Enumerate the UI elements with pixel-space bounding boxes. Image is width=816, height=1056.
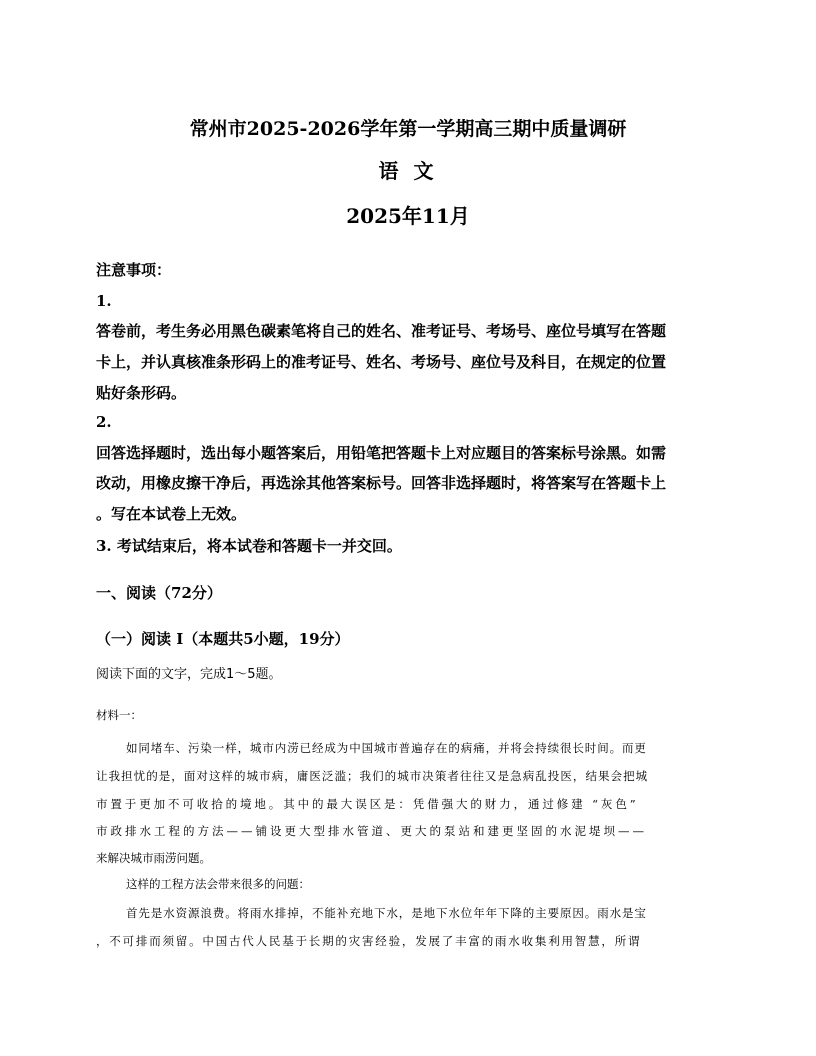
subsection-heading: （一）阅读 I（本题共5小题，19分） [96, 630, 350, 648]
material-line: 让我担忧的是，面对这样的城市病，庸医泛滥；我们的城市决策者往往又是急病乱投医，结果会把城 [96, 769, 649, 783]
subject-title: 语 文 [378, 159, 438, 183]
material-line: ，不可排而须留。中国古代人民基于长期的灾害经验，发展了丰富的雨水收集利用智慧，所谓 [96, 934, 642, 948]
section-heading: 一、阅读（72分） [96, 584, 222, 602]
notice-item-2-line: 回答选择题时，选出每小题答案后，用铅笔把答题卡上对应题目的答案标号涂黑。如需 [96, 444, 667, 462]
material-label: 材料一： [96, 708, 142, 722]
notice-item-3: 3. 考试结束后，将本试卷和答题卡一并交回。 [96, 537, 402, 555]
notice-item-2-line: 改动，用橡皮擦干净后，再选涂其他答案标号。回答非选择题时，将答案写在答题卡上 [96, 474, 667, 492]
notice-heading: 注意事项： [96, 261, 172, 279]
notice-item-2-line: 。写在本试卷上无效。 [96, 505, 247, 523]
material-line: 来解决城市雨涝问题。 [96, 851, 211, 865]
notice-item-2-number: 2. [96, 413, 112, 431]
material-line: 首先是水资源浪费。将雨水排掉，不能补充地下水，是地下水位年年下降的主要原因。雨水是宝 [126, 906, 647, 920]
notice-item-1-line: 贴好条形码。 [96, 384, 187, 402]
exam-date: 2025年11月 [346, 204, 470, 228]
notice-item-1-number: 1. [96, 292, 112, 310]
material-line: 如同堵车、污染一样，城市内涝已经成为中国城市普遍存在的病痛，并将会持续很长时间。而更 [126, 741, 647, 755]
reading-instruction: 阅读下面的文字，完成1～5题。 [96, 667, 282, 682]
material-line: 市政排水工程的方法——铺设更大型排水管道、更大的泵站和建更坚固的水泥堤坝—— [96, 824, 647, 838]
material-line: 这样的工程方法会带来很多的问题： [126, 877, 310, 891]
exam-title: 常州市2025-2026学年第一学期高三期中质量调研 [189, 118, 627, 140]
notice-item-1-line: 答卷前，考生务必用黑色碳素笔将自己的姓名、准考证号、考场号、座位号填写在答题 [96, 322, 667, 340]
material-line: 市置于更加不可收拾的境地。其中的最大误区是：凭借强大的财力，通过修建 “灰色” [96, 797, 639, 811]
notice-item-1-line: 卡上，并认真核准条形码上的准考证号、姓名、考场号、座位号及科目，在规定的位置 [96, 353, 667, 371]
